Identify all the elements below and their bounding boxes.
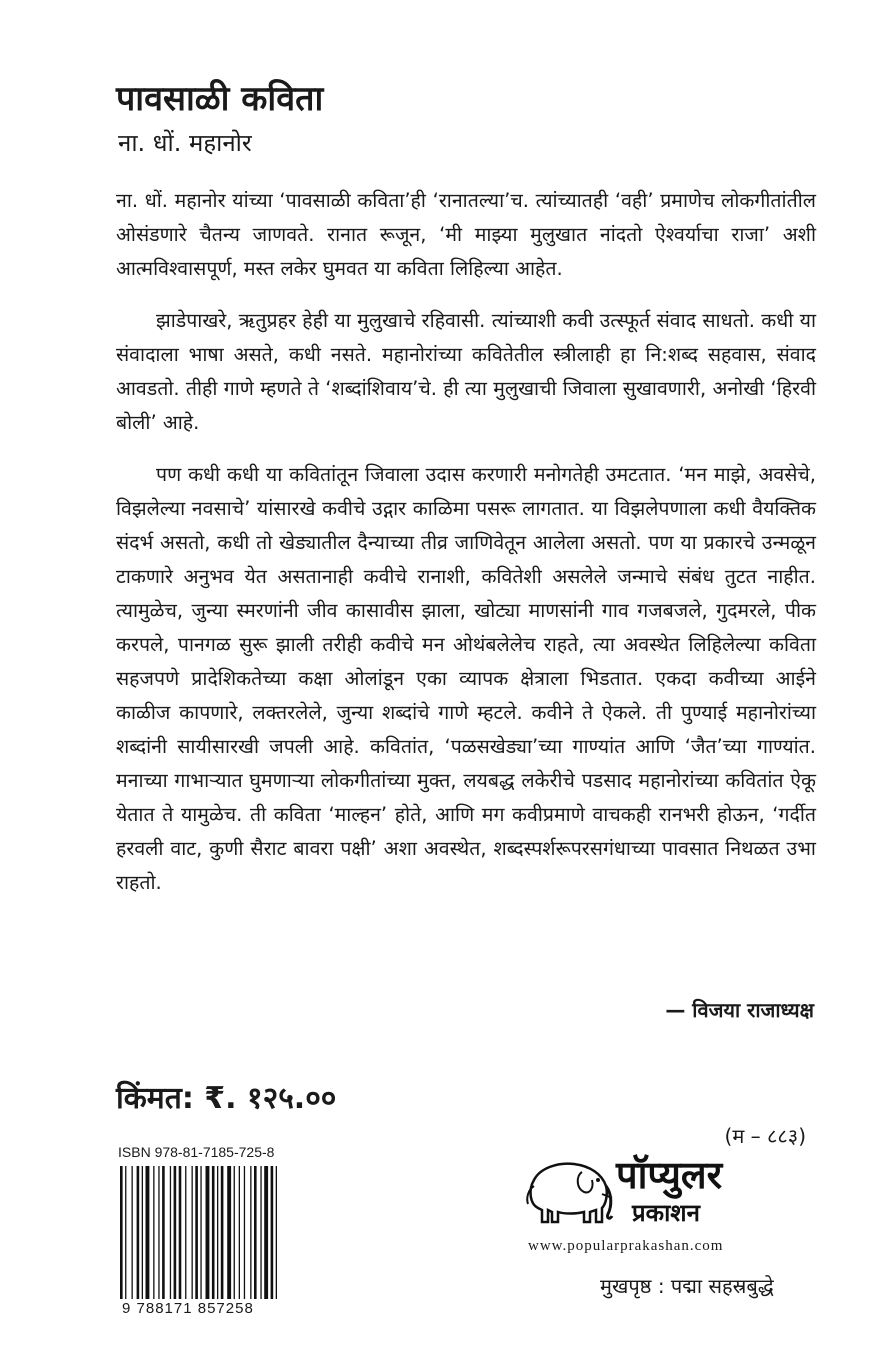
blurb-paragraph: ना. धों. महानोर यांच्या ‘पावसाळी कविता’ही ‘रानातल्या’च. त्यांच्यातही ‘वही’ प्रमाणेच लोकगीतांतील ओसंडणारे चैतन्य जाणवते. रानात रूजून, ‘मी माझ्या मुलुखात नांदतो ऐश्वर्याचा राजा’ अशी आत्मविश्वासपूर्ण, मस्त लकेर घुमवत या कविता लिहिल्या आहेत. bbox=[116, 189, 816, 280]
elephant-icon bbox=[520, 1150, 616, 1232]
catalog-code: (म – ८८३) bbox=[724, 1124, 806, 1148]
author-name: ना. धों. महानोर bbox=[118, 129, 252, 157]
cover-credit: मुखपृष्ठ : पद्मा सहस्रबुद्धे bbox=[600, 1274, 774, 1298]
isbn-label: ISBN 978-81-7185-725-8 bbox=[118, 1144, 275, 1160]
publisher-name: पॉप्युलर bbox=[616, 1153, 723, 1197]
barcode-image bbox=[116, 1166, 312, 1299]
publisher-subtitle: प्रकाशन bbox=[632, 1199, 700, 1227]
book-title: पावसाळी कविता bbox=[116, 79, 324, 119]
price-label: किंमत: ₹. १२५.०० bbox=[116, 1081, 337, 1116]
reviewer-signature: — विजया राजाध्यक्ष bbox=[665, 998, 814, 1022]
barcode-number: 9 788171 857258 bbox=[122, 1300, 254, 1317]
blurb-text bbox=[116, 184, 816, 918]
blurb-paragraph: पण कधी कधी या कवितांतून जिवाला उदास करणारी मनोगतेही उमटतात. ‘मन माझे, अवसेचे, विझलेल्या नवसाचे’ यांसारखे कवीचे उद्गार काळिमा पसरू लागतात. या विझलेपणाला कधी वैयक्तिक संदर्भ असतो, कधी तो खेड्यातील दैन्याच्या तीव्र जाणिवेतून आलेला असतो. पण या प्रकारचे उन्मळून टाकणारे अनुभव येत असतानाही कवीचे रानाशी, कवितेशी असलेले जन्माचे संबंध तुटत नाहीत. त्यामुळेच, जुन्या स्मरणांनी जीव कासावीस झाला, खोट्या माणसांनी गाव गजबजले, गुदमरले, पीक करपले, पानगळ सुरू झाली तरीही कवीचे मन ओथंबलेलेच राहते, त्या अवस्थेत लिहिलेल्या कविता सहजपणे प्रादेशिकतेच्या कक्षा ओलांडून एका व्यापक क्षेत्राला भिडतात. एकदा कवीच्या आईने काळीज कापणारे, लक्तरलेले, जुन्या शब्दांचे गाणे म्हटले. कवीने ते ऐकले. ती पुण्याई महानोरांच्या शब्दांनी सायीसारखी जपली आहे. कवितांत, ‘पळसखेड्या’च्या गाण्यांत आणि ‘जैत’च्या गाण्यांत. मनाच्या गाभाऱ्यात घुमणाऱ्या लोकगीतांच्या मुक्त, लयबद्ध लकेरीचे पडसाद महानोरांच्या कवितांत ऐकू येतात ते यामुळेच. ती कविता ‘माल्हन’ होते, आणि मग कवीप्रमाणे वाचकही रानभरी होऊन, ‘गर्दीत हरवली वाट, कुणी सैराट बावरा पक्षी’ अशा अवस्थेत, शब्दस्पर्शरूपरसगंधाच्या पावसात निथळत उभा राहतो. bbox=[116, 463, 816, 894]
publisher-website: www.popularprakashan.com bbox=[528, 1238, 724, 1254]
blurb-paragraph: झाडेपाखरे, ऋतुप्रहर हेही या मुलुखाचे रहिवासी. त्यांच्याशी कवी उत्स्फूर्त संवाद साधतो. कधी या संवादाला भाषा असते, कधी नसते. महानोरांच्या कवितेतील स्त्रीलाही हा नि:शब्द सहवास, संवाद आवडतो. तीही गाणे म्हणते ते ‘शब्दांशिवाय’चे. ही त्या मुलुखाची जिवाला सुखावणारी, अनोखी ‘हिरवी बोली’ आहे. bbox=[116, 309, 816, 434]
publisher-logo bbox=[520, 1150, 820, 1232]
